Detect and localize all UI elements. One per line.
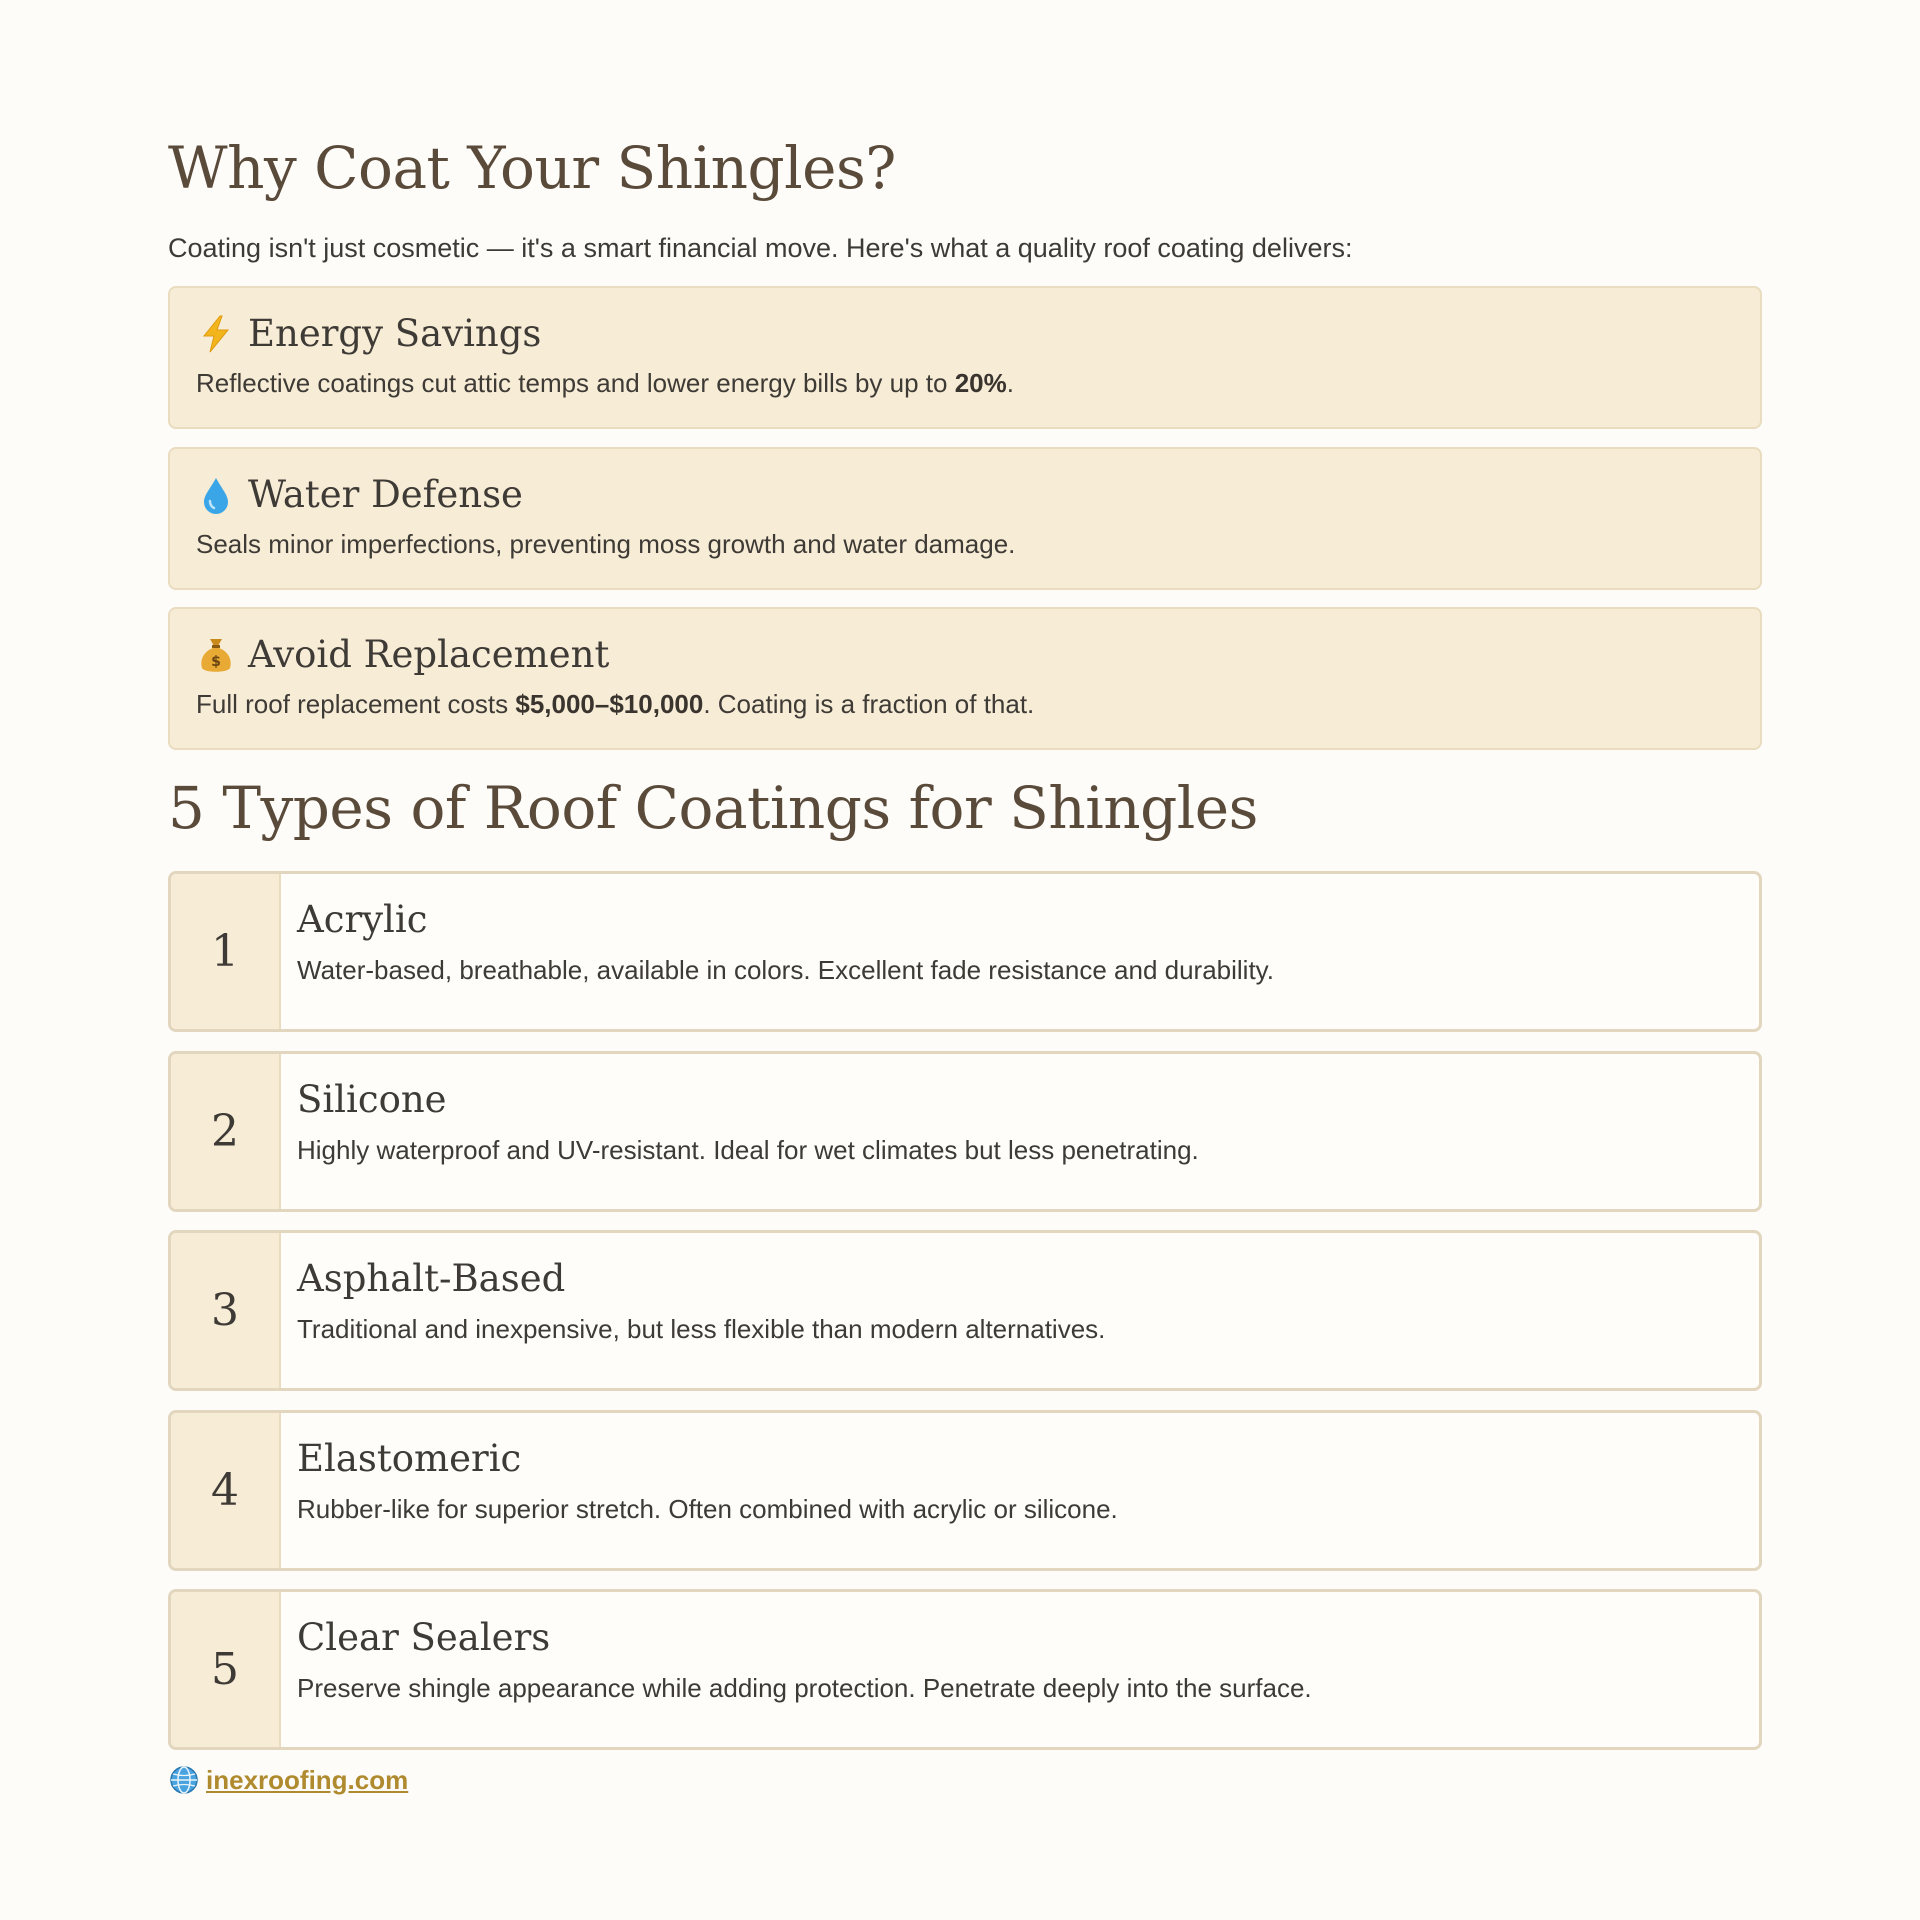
type-card-acrylic [168, 871, 1762, 1032]
type-name: Clear Sealers [297, 1616, 551, 1659]
section-title: 5 Types of Roof Coatings for Shingles [168, 774, 1258, 842]
benefit-title: Water Defense [248, 473, 523, 516]
type-description: Rubber-like for superior stretch. Often combined with acrylic or silicone. [297, 1494, 1118, 1524]
money-bag-icon [196, 635, 236, 675]
type-number: 2 [171, 1054, 281, 1209]
benefit-highlight: $5,000–$10,000 [515, 689, 704, 719]
benefit-text: Reflective coatings cut attic temps and lower energy bills by up to 20%. [196, 368, 1014, 398]
website-link[interactable]: inexroofing.com [206, 1764, 409, 1795]
type-card-elastomeric [168, 1410, 1762, 1571]
type-name: Elastomeric [297, 1437, 522, 1480]
type-card-silicone [168, 1051, 1762, 1212]
type-name: Silicone [297, 1078, 447, 1121]
benefit-title: Avoid Replacement [248, 633, 610, 676]
footer [168, 1764, 408, 1796]
type-card-asphalt [168, 1230, 1762, 1391]
type-description: Water-based, breathable, available in colors. Excellent fade resistance and durability. [297, 955, 1274, 985]
benefit-text: Full roof replacement costs $5,000–$10,000. Coating is a fraction of that. [196, 689, 1035, 719]
type-description: Preserve shingle appearance while adding protection. Penetrate deeply into the surface. [297, 1673, 1312, 1703]
intro-paragraph: Coating isn't just cosmetic — it's a smart financial move. Here's what a quality roof coating delivers: [168, 233, 1353, 263]
benefit-title-row [196, 631, 1734, 679]
benefit-card-replacement [168, 607, 1762, 750]
benefit-card-energy [168, 286, 1762, 429]
type-number: 5 [171, 1592, 281, 1747]
globe-icon [168, 1764, 200, 1796]
benefit-highlight: 20% [954, 368, 1007, 398]
benefit-title-row [196, 471, 1734, 519]
type-card-clear-sealers [168, 1589, 1762, 1750]
page-title: Why Coat Your Shingles? [168, 134, 896, 202]
type-description: Traditional and inexpensive, but less flexible than modern alternatives. [297, 1314, 1106, 1344]
type-number: 4 [171, 1413, 281, 1568]
type-description: Highly waterproof and UV-resistant. Ideal for wet climates but less penetrating. [297, 1135, 1199, 1165]
lightning-icon [196, 314, 236, 354]
type-name: Asphalt-Based [297, 1257, 566, 1300]
type-number: 3 [171, 1233, 281, 1388]
type-name: Acrylic [297, 898, 428, 941]
svg-text:$: $ [211, 654, 221, 670]
water-drop-icon [196, 475, 236, 515]
benefit-title: Energy Savings [248, 312, 542, 355]
benefit-title-row [196, 310, 1734, 358]
benefit-card-water [168, 447, 1762, 590]
type-number: 1 [171, 874, 281, 1029]
benefit-text: Seals minor imperfections, preventing moss growth and water damage. [196, 529, 1016, 559]
